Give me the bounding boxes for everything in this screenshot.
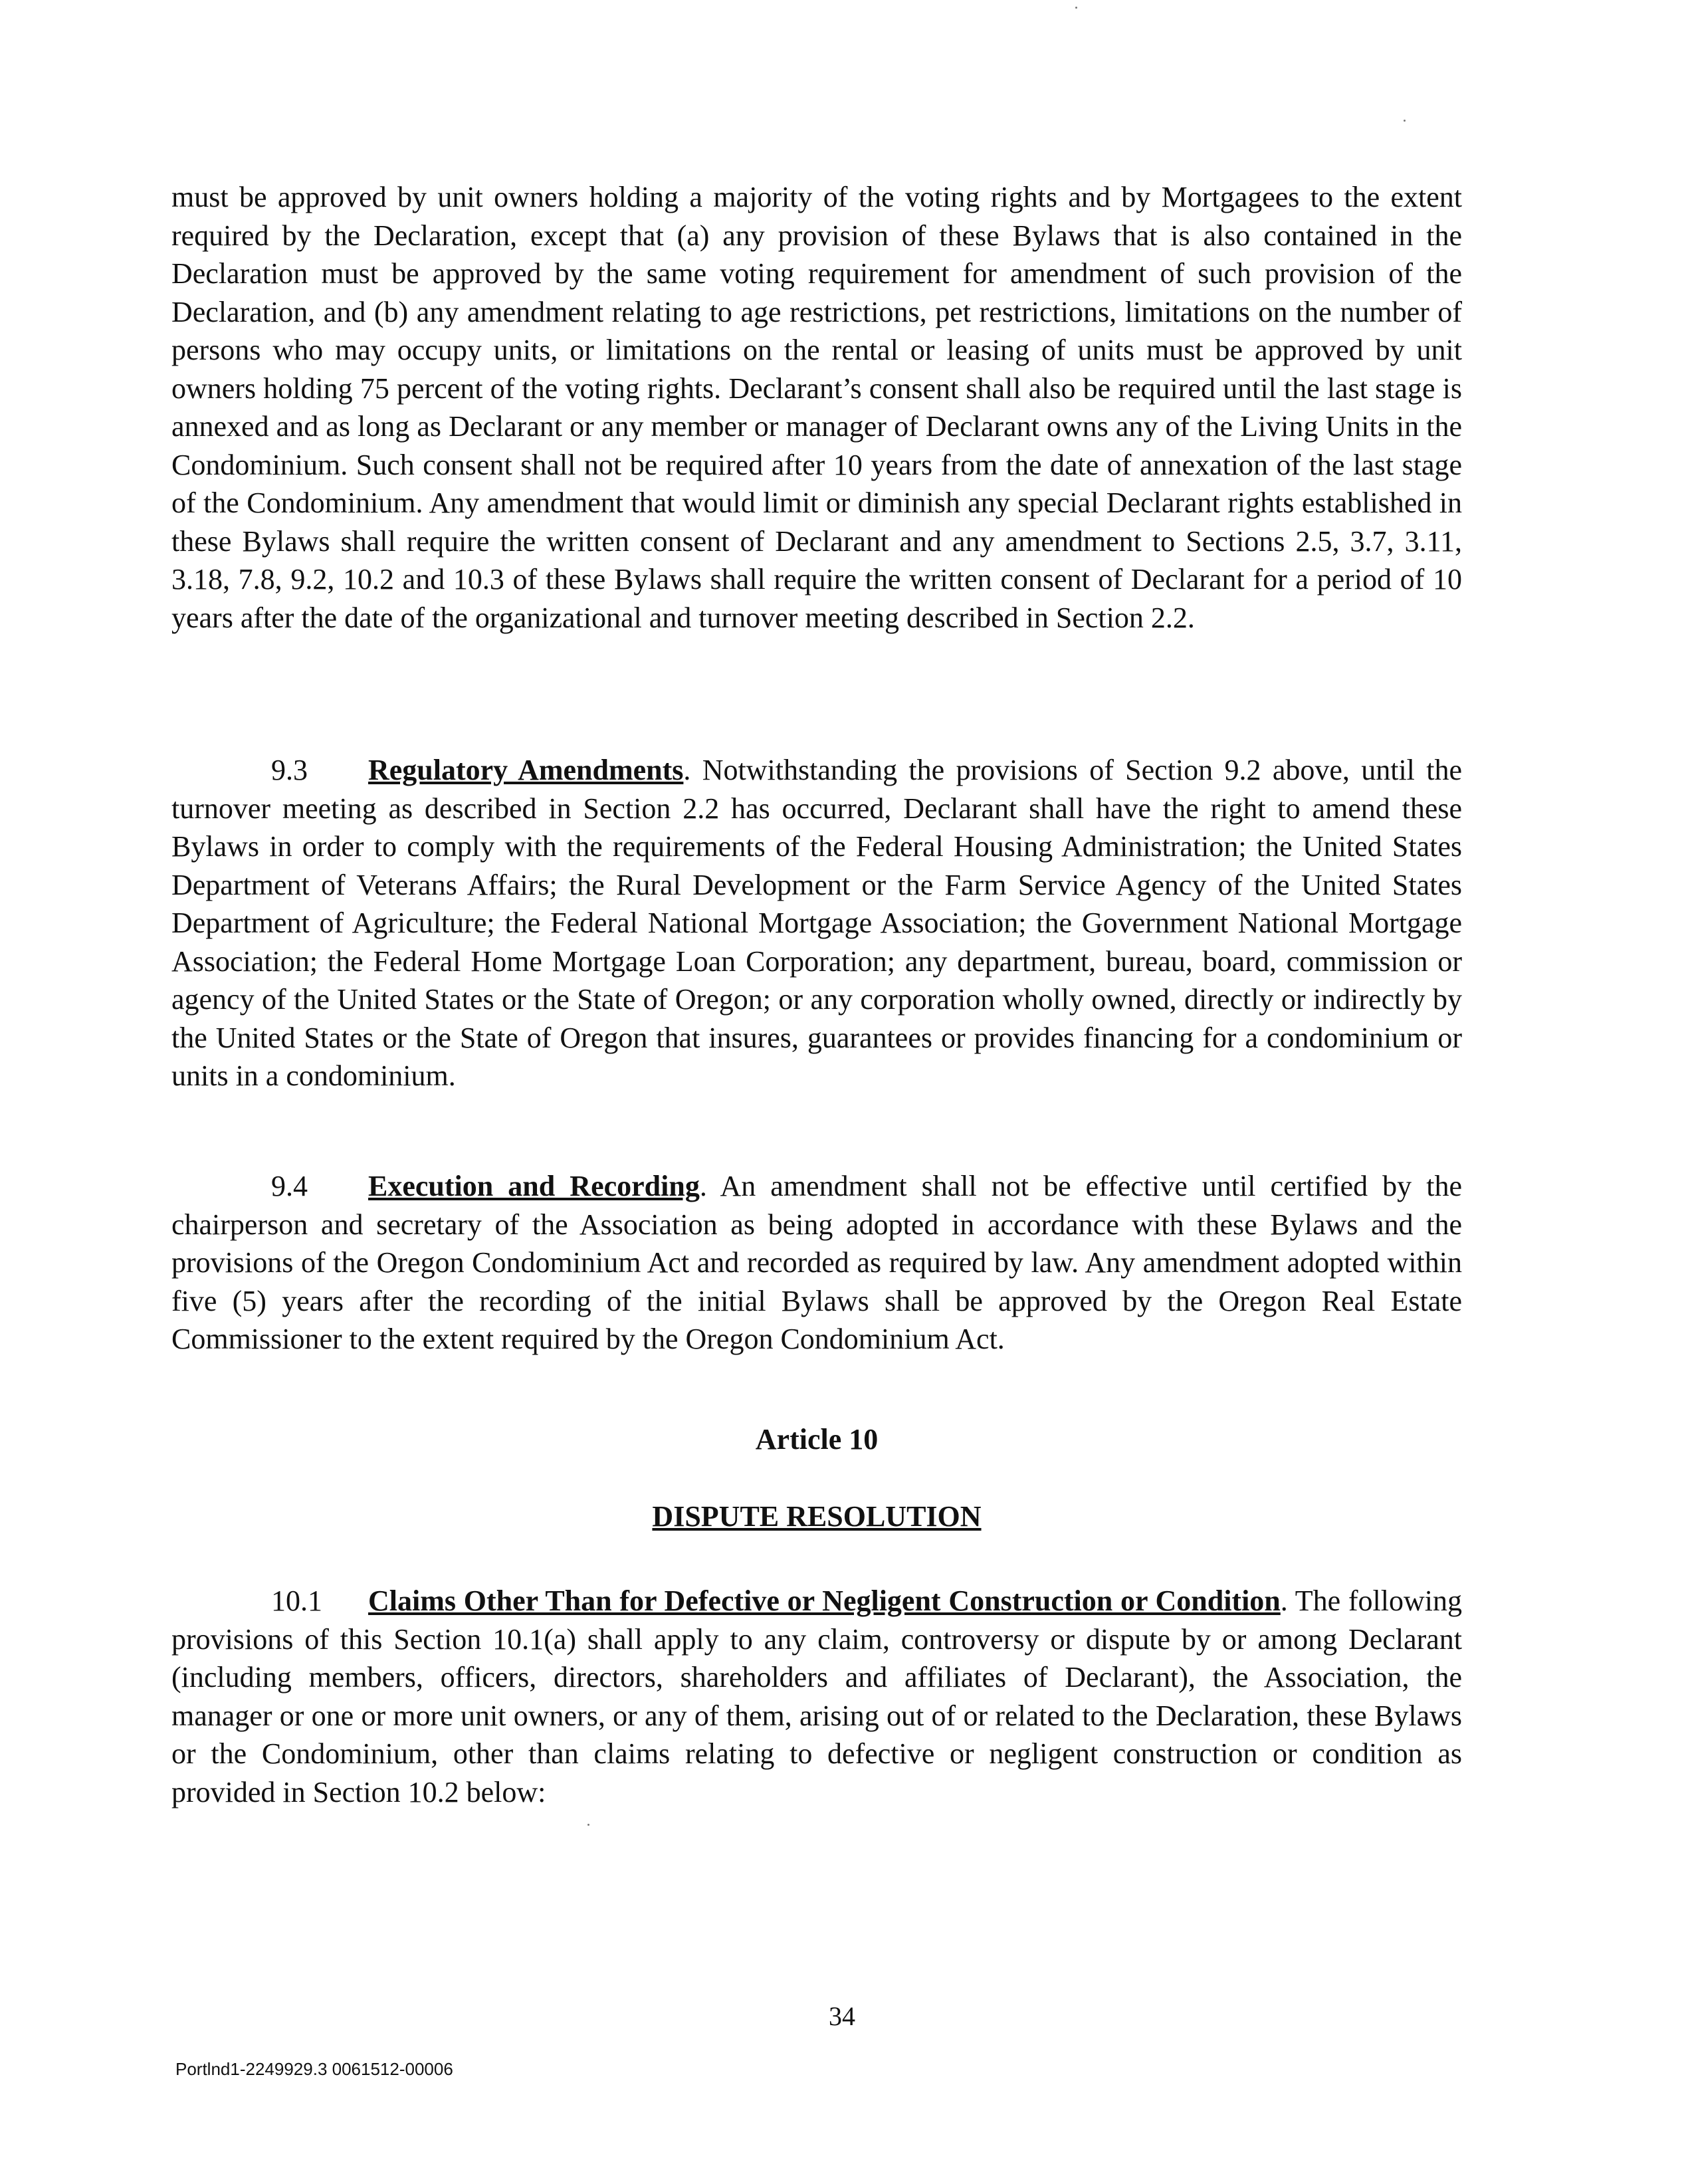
article-title: Article 10 [755,1423,879,1456]
section-10-1-heading: Claims Other Than for Defective or Negligent Construction or Condition [368,1584,1281,1617]
section-9-3-number: 9.3 [271,754,308,786]
section-9-4-text: . An amendment shall not be effective until certified by the chairperson and secretary of the Association as being adopted in accordance with these Bylaws and the provisions of the Oregon Condominium Act and recorded as required by law. Any amendment adopted within five (5) years after the recording of the initial Bylaws shall be approved by the Oregon Real Estate Commissioner to the extent required by the Oregon Condominium Act. [171,1170,1462,1355]
scan-speck [1404,120,1406,122]
scan-speck [587,1824,589,1826]
opening-paragraph: must be approved by unit owners holding a majority of the voting rights and by Mortgagees to the extent required by the Declaration, except that (a) any provision of these Bylaws that is also contained in the Declaration must be approved by the same voting requirement for amendment of such provision of the Declaration, and (b) any amendment relating to age restrictions, pet restrictions, limitations on the number of persons who may occupy units, or limitations on the rental or leasing of units must be approved by unit owners holding 75 percent of the voting rights. Declarant’s consent shall also be required until the last stage is annexed and as long as Declarant or any member or manager of Declarant owns any of the Living Units in the Condominium. Such consent shall not be required after 10 years from the date of annexation of the last stage of the Condominium. Any amendment that would limit or diminish any special Declarant rights established in these Bylaws shall require the written consent of Declarant and any amendment to Sections 2.5, 3.7, 3.11, 3.18, 7.8, 9.2, 10.2 and 10.3 of these Bylaws shall require the written consent of Declarant for a period of 10 years after the date of the organizational and turnover meeting described in Section 2.2. [171,181,1462,634]
section-9-4-paragraph [171,1167,1462,1359]
section-9-4-heading: Execution and Recording [368,1170,700,1202]
section-9-4-number: 9.4 [271,1170,308,1202]
page-number: 34 [829,2001,855,2031]
section-10-1-text: . The following provisions of this Section 10.1(a) shall apply to any claim, controversy or dispute by or among Declarant (including members, officers, directors, shareholders and affiliates of Declarant), the Association, the manager or one or more unit owners, or any of them, arising out of or related to the Declaration, these Bylaws or the Condominium, other than claims relating to defective or negligent construction or condition as provided in Section 10.2 below: [171,1584,1462,1808]
article-subtitle: DISPUTE RESOLUTION [652,1500,982,1533]
section-9-3-paragraph [171,751,1462,1095]
scan-speck [1075,7,1077,9]
section-9-3-heading: Regulatory Amendments [368,754,684,786]
section-10-1-paragraph [171,1582,1462,1811]
document-footer-id: Portlnd1-2249929.3 0061512-00006 [175,2059,453,2079]
section-10-1-number: 10.1 [271,1584,322,1617]
section-9-3-text: . Notwithstanding the provisions of Section 9.2 above, until the turnover meeting as described in Section 2.2 has occurred, Declarant shall have the right to amend these Bylaws in order to comply with the requirements of the Federal Housing Administration; the United States Department of Veterans Affairs; the Rural Development or the Farm Service Agency of the United States Department of Agriculture; the Federal National Mortgage Association; the Government National Mortgage Association; the Federal Home Mortgage Loan Corporation; any department, bureau, board, commission or agency of the United States or the State of Oregon; or any corporation wholly owned, directly or indirectly by the United States or the State of Oregon that insures, guarantees or provides financing for a condominium or units in a condominium. [171,754,1462,1092]
